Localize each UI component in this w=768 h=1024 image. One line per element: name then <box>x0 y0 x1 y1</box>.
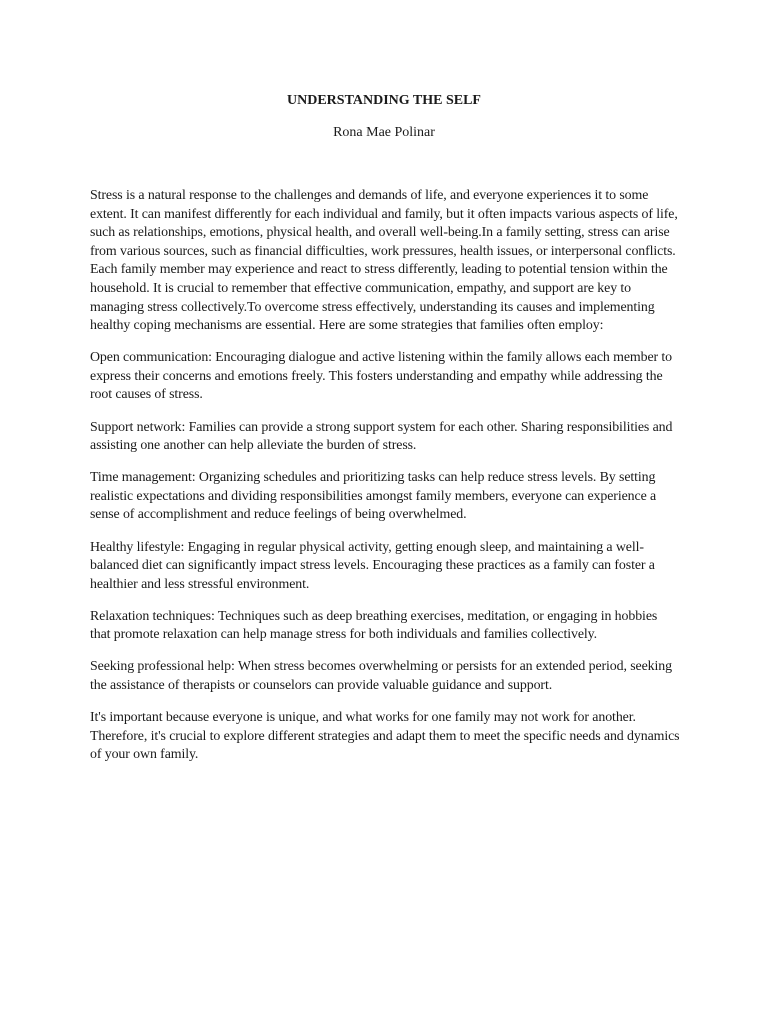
paragraph-relaxation-techniques: Relaxation techniques: Techniques such as deep breathing exercises, meditation, or engaging in hobbies that promote relaxation can help manage stress for both individuals and families collectively. <box>90 608 658 643</box>
paragraph-professional-help: Seeking professional help: When stress becomes overwhelming or persists for an extended period, seeking the assistance of therapists or counselors can provide valuable guidance and support. <box>90 659 672 694</box>
paragraph-healthy-lifestyle: Healthy lifestyle: Engaging in regular physical activity, getting enough sleep, and maintaining a well-balanced diet can significantly impact stress levels. Encouraging these practices as a family can foster a healthier and less stressful environment. <box>90 539 655 592</box>
document-title: UNDERSTANDING THE SELF <box>287 93 481 108</box>
document-body <box>90 187 680 778</box>
paragraph-support-network: Support network: Families can provide a strong support system for each other. Sharing responsibilities and assisting one another can help alleviate the burden of stress. <box>90 419 673 454</box>
document-author: Rona Mae Polinar <box>333 125 435 140</box>
paragraph-conclusion: It's important because everyone is unique, and what works for one family may not work for another. Therefore, it's crucial to explore different strategies and adapt them to meet the specific needs and dynamics of your own family. <box>90 710 680 763</box>
paragraph-intro: Stress is a natural response to the challenges and demands of life, and everyone experiences it to some extent. It can manifest differently for each individual and family, but it often impacts various aspects of life, such as relationships, emotions, physical health, and overall well-being.In a family setting, stress can arise from various sources, such as financial difficulties, work pressures, health issues, or interpersonal conflicts. Each family member may experience and react to stress differently, leading to potential tension within the household. It is crucial to remember that effective communication, empathy, and support are key to managing stress collectively.To overcome stress effectively, understanding its causes and implementing healthy coping mechanisms are essential. Here are some strategies that families often employ: <box>90 188 678 334</box>
paragraph-open-communication: Open communication: Encouraging dialogue and active listening within the family allows each member to express their concerns and emotions freely. This fosters understanding and empathy while addressing the root causes of stress. <box>90 350 673 403</box>
paragraph-time-management: Time management: Organizing schedules and prioritizing tasks can help reduce stress levels. By setting realistic expectations and dividing responsibilities amongst family members, everyone can experience a sense of accomplishment and reduce feelings of being overwhelmed. <box>90 470 657 523</box>
